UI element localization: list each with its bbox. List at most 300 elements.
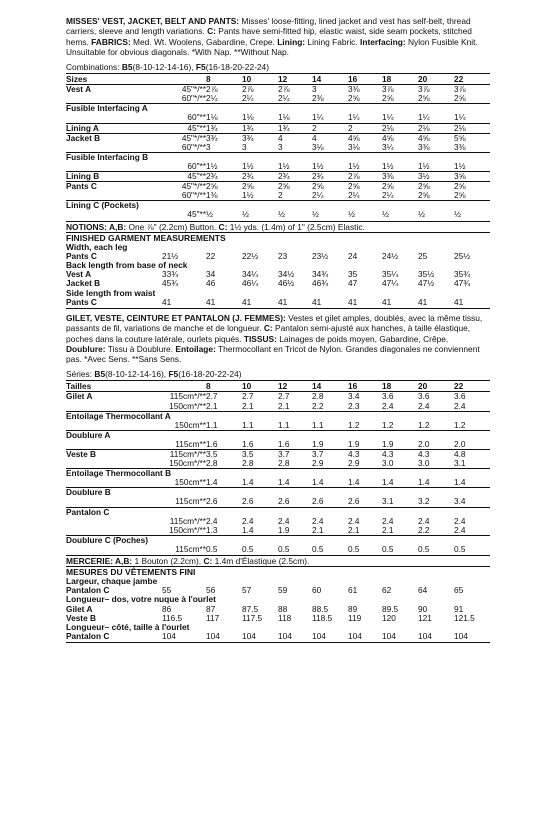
- measurement-label: Pantalon C: [66, 631, 110, 642]
- row-label: [66, 162, 162, 172]
- size-header-cell: 16: [348, 74, 382, 85]
- yardage-cell: 4⅝: [348, 133, 382, 143]
- row-label: Doublure A: [66, 430, 490, 440]
- text-run: C:: [218, 221, 228, 232]
- sizes-label: Sizes: [66, 74, 206, 85]
- measurement-cell: 104: [242, 631, 256, 642]
- yardage-cell: 1.4: [312, 478, 324, 488]
- yardage-row: [66, 85, 490, 95]
- text-run: B5: [121, 62, 133, 73]
- yardage-cell: 2.4: [454, 525, 466, 535]
- yardage-cell: 2.6: [242, 497, 254, 507]
- row-label: Veste B: [66, 449, 162, 459]
- row-label: Entoilage Thermocollant A: [66, 411, 490, 421]
- yardage-cell: 1.4: [242, 525, 254, 535]
- text-run: Tissu à Doublure.: [105, 343, 176, 354]
- yardage-cell: 1½: [382, 161, 394, 171]
- size-header-cell: 18: [382, 381, 418, 392]
- fabric-width: 150cm**: [174, 478, 206, 488]
- yardage-row: [66, 526, 490, 536]
- yardage-row: [66, 478, 490, 488]
- yardage-cell: 2.1: [278, 401, 290, 411]
- yardage-cell: 2¾: [242, 172, 278, 182]
- yardage-cell: 1¾: [242, 123, 278, 133]
- finished-measurements-fr: [66, 567, 490, 643]
- measurement-cell: 47: [348, 278, 358, 289]
- measurement-row: [66, 298, 490, 307]
- yardage-cell: 2.6: [278, 497, 290, 507]
- row-label: [66, 191, 162, 201]
- yardage-cell: 2.4: [206, 516, 218, 526]
- yardage-row: [66, 113, 490, 123]
- pattern-envelope-back: [66, 16, 490, 643]
- yardage-cell: 1⅛: [206, 113, 218, 123]
- yardage-cell: 1½: [312, 161, 324, 171]
- yardage-cell: 1⅛: [242, 113, 254, 123]
- yardage-cell: 2.1: [382, 525, 394, 535]
- yardage-row: [66, 182, 490, 192]
- measurement-cell: 88: [278, 603, 288, 614]
- measurement-label: Vest A: [66, 269, 92, 280]
- row-label: [66, 421, 162, 431]
- size-header-cell: 16: [348, 381, 382, 392]
- row-label: Fusible Interfacing A: [66, 104, 490, 114]
- yardage-cell: 1¼: [454, 113, 466, 123]
- yardage-cell: 1.1: [206, 420, 218, 430]
- text-run: TISSUS:: [243, 333, 277, 344]
- yardage-cell: 2⅞: [278, 85, 312, 95]
- measurement-cell: 41: [418, 296, 428, 307]
- yardage-table-en: [66, 73, 490, 219]
- measurement-cell: 41: [162, 296, 172, 307]
- yardage-cell: 1½: [242, 191, 254, 201]
- measurement-cell: 117: [206, 612, 220, 623]
- yardage-cell: 3⅜: [382, 172, 418, 182]
- yardage-cell: 1½: [454, 161, 466, 171]
- measurement-subheading: Side length from waist: [66, 287, 156, 298]
- text-run: Entoilage:: [175, 343, 216, 354]
- yardage-cell: 3: [312, 85, 348, 95]
- measurement-cell: 88.5: [312, 603, 329, 614]
- yardage-cell: 2.8: [312, 392, 348, 402]
- measurement-label: Gilet A: [66, 603, 93, 614]
- fabric-width: 45"*/**: [162, 85, 206, 95]
- yardage-cell: 3⅞: [382, 85, 418, 95]
- text-run: Lainages de poids moyen, Gabardine, Crêpe.: [276, 333, 449, 344]
- yardage-cell: 3¾: [206, 133, 242, 143]
- yardage-cell: 3¼: [382, 142, 394, 152]
- fabric-width: 115cm*/**: [162, 449, 206, 459]
- yardage-cell: 1.3: [206, 525, 218, 535]
- yardage-row: [66, 143, 490, 153]
- size-header-cell: 10: [242, 74, 278, 85]
- text-run: B5: [94, 369, 106, 380]
- yardage-cell: 2.4: [454, 516, 466, 526]
- row-label: Vest A: [66, 85, 162, 95]
- finished-measurements-en: [66, 233, 490, 309]
- yardage-row: [66, 411, 490, 421]
- measurement-cell: 86: [162, 603, 172, 614]
- measurement-label: Pants C: [66, 250, 97, 261]
- measurement-cell: 61: [348, 585, 358, 596]
- yardage-row: [66, 497, 490, 507]
- text-run: (8-10-12-14-16),: [105, 369, 169, 380]
- yardage-cell: 2⅝: [206, 182, 242, 192]
- yardage-cell: 1.4: [242, 478, 254, 488]
- measurement-subheading: Width, each leg: [66, 241, 128, 252]
- yardage-row: [66, 162, 490, 172]
- yardage-cell: 3.6: [382, 392, 418, 402]
- measurement-cell: 60: [312, 585, 322, 596]
- yardage-cell: 2⅝: [454, 94, 466, 104]
- yardage-cell: 2.0: [454, 439, 466, 449]
- yardage-row: [66, 210, 490, 219]
- yardage-cell: 3.5: [242, 449, 278, 459]
- yardage-cell: 1¾: [278, 123, 312, 133]
- measurement-cell: 90: [418, 603, 428, 614]
- measurement-cell: 87.5: [242, 603, 259, 614]
- measurement-cell: 104: [162, 631, 176, 642]
- yardage-cell: 0.5: [382, 544, 394, 554]
- yardage-cell: 2⅞: [242, 85, 278, 95]
- measurement-cell: 23: [278, 250, 288, 261]
- yardage-row: [66, 133, 490, 143]
- yardage-row: [66, 152, 490, 162]
- yardage-cell: 2⅜: [312, 94, 324, 104]
- yardage-row: [66, 449, 490, 459]
- yardage-cell: 2⅝: [454, 191, 466, 201]
- text-run: Séries:: [66, 369, 95, 380]
- yardage-cell: 2.9: [348, 459, 360, 469]
- yardage-row: [66, 430, 490, 440]
- measurement-cell: 89.5: [382, 603, 399, 614]
- measurement-cell: 65: [454, 585, 464, 596]
- text-run: Thermocollant en Tricot de Nylon. Grandes diagonales ne conviennent pas. *Avec Sens. **Sans Sens.: [66, 343, 480, 365]
- text-run: Lining:: [277, 36, 306, 47]
- measurement-cell: 89: [348, 603, 358, 614]
- row-label: [66, 497, 162, 507]
- yardage-cell: 2.8: [206, 459, 218, 469]
- yardage-cell: 1⅛: [278, 113, 290, 123]
- row-label: [66, 459, 162, 469]
- text-run: One ⅞" (2.2cm) Button.: [126, 221, 219, 232]
- combinations-fr: [66, 369, 490, 379]
- yardage-row: [66, 545, 490, 554]
- measurement-cell: 104: [278, 631, 292, 642]
- measurement-cell: 104: [348, 631, 362, 642]
- measurement-subheading: Back length from base of neck: [66, 259, 188, 270]
- measurement-cell: 62: [382, 585, 392, 596]
- measurement-cell: 104: [312, 631, 326, 642]
- size-header-cell: 14: [312, 381, 348, 392]
- yardage-cell: 1.4: [454, 478, 466, 488]
- row-label: [66, 402, 162, 412]
- measurement-cell: 121: [418, 612, 432, 623]
- text-run: Med. Wt. Woolens, Gabardine, Crepe.: [130, 36, 278, 47]
- text-run: C:: [263, 323, 273, 334]
- yardage-cell: 1.6: [278, 439, 290, 449]
- yardage-cell: 2.7: [206, 392, 242, 402]
- yardage-cell: 1.4: [206, 478, 218, 488]
- measurement-cell: 45¾: [162, 278, 179, 289]
- yardage-cell: 1.2: [382, 420, 394, 430]
- measurement-cell: 25: [418, 250, 428, 261]
- yardage-cell: 2¾: [278, 172, 312, 182]
- yardage-cell: 3.2: [418, 497, 430, 507]
- yardage-cell: 2.4: [382, 516, 394, 526]
- fabric-width: 115cm*/**: [162, 392, 206, 402]
- yardage-cell: 2.0: [418, 439, 430, 449]
- yardage-cell: 2⅞: [206, 85, 242, 95]
- yardage-row: [66, 421, 490, 431]
- yardage-cell: 2⅛: [382, 123, 418, 133]
- measurement-subheading: Longueur– côté, taille à l'ourlet: [66, 622, 190, 633]
- yardage-cell: 2.4: [278, 516, 290, 526]
- yardage-cell: 1.2: [454, 420, 466, 430]
- measurement-cell: 47½: [418, 278, 435, 289]
- text-run: FABRICS:: [91, 36, 131, 47]
- yardage-cell: 1¼: [312, 113, 324, 123]
- size-header-cell: 22: [454, 74, 490, 85]
- text-run: F5: [195, 62, 206, 73]
- measurement-table: [66, 298, 490, 307]
- yardage-cell: 2.6: [312, 497, 324, 507]
- yardage-row: [66, 123, 490, 133]
- yardage-cell: 2⅝: [242, 182, 278, 192]
- yardage-cell: 2.4: [312, 516, 324, 526]
- text-run: Combinations:: [66, 62, 122, 73]
- measurement-cell: 104: [382, 631, 396, 642]
- measurement-cell: 59: [278, 585, 288, 596]
- yardage-cell: 3.7: [312, 449, 348, 459]
- yardage-cell: ½: [382, 210, 389, 220]
- yardage-cell: 3⅞: [454, 85, 490, 95]
- yardage-cell: 1½: [242, 161, 254, 171]
- measurement-cell: 35: [348, 269, 358, 280]
- yardage-cell: 4⅝: [418, 133, 454, 143]
- yardage-cell: 1¾: [206, 123, 242, 133]
- yardage-cell: 4.3: [382, 449, 418, 459]
- row-label: [66, 440, 162, 450]
- yardage-cell: 1½: [348, 161, 360, 171]
- yardage-cell: 2⅝: [418, 182, 454, 192]
- yardage-cell: 4.3: [418, 449, 454, 459]
- yardage-cell: 3.6: [418, 392, 454, 402]
- yardage-cell: 2.2: [418, 525, 430, 535]
- yardage-cell: 4: [312, 133, 348, 143]
- measurement-cell: 34: [206, 269, 216, 280]
- yardage-cell: 0.5: [418, 544, 430, 554]
- yardage-cell: 2⅝: [348, 182, 382, 192]
- row-label: Jacket B: [66, 133, 162, 143]
- yardage-cell: 1.2: [348, 420, 360, 430]
- measurement-cell: 91: [454, 603, 464, 614]
- size-header-row: [66, 74, 490, 85]
- size-header-cell: 12: [278, 74, 312, 85]
- fabric-width: 45"**: [162, 123, 206, 133]
- yardage-cell: 1.6: [206, 439, 218, 449]
- measurement-cell: 34¼: [242, 269, 259, 280]
- yardage-cell: 1.1: [278, 420, 290, 430]
- yardage-cell: 3¾: [242, 133, 278, 143]
- size-header-cell: 8: [206, 381, 242, 392]
- sizes-label: Tailles: [66, 381, 206, 392]
- measurement-cell: 47¼: [382, 278, 399, 289]
- yardage-cell: 4⅝: [382, 133, 418, 143]
- row-label: Doublure C (Poches): [66, 535, 490, 545]
- notions-fr: [66, 555, 490, 567]
- measurement-cell: 47¾: [454, 278, 471, 289]
- yardage-cell: 1.4: [278, 478, 290, 488]
- yardage-cell: 3½: [418, 172, 454, 182]
- measurement-table: [66, 632, 490, 641]
- yardage-cell: 2: [312, 123, 348, 133]
- yardage-cell: 1.1: [312, 420, 324, 430]
- text-run: Lining Fabric.: [305, 36, 361, 47]
- measurement-cell: 46¼: [242, 278, 259, 289]
- yardage-cell: 3⅛: [312, 142, 324, 152]
- row-label: [66, 94, 162, 104]
- size-header-cell: 20: [418, 74, 454, 85]
- description-en: [66, 16, 490, 57]
- yardage-cell: ½: [312, 210, 319, 220]
- measurement-cell: 104: [206, 631, 220, 642]
- fabric-width: 60"**: [187, 113, 206, 123]
- measurement-cell: 34¾: [312, 269, 329, 280]
- yardage-row: [66, 104, 490, 114]
- yardage-row: [66, 172, 490, 182]
- yardage-cell: 3: [206, 142, 211, 152]
- yardage-cell: 0.5: [278, 544, 290, 554]
- yardage-cell: 1½: [206, 161, 218, 171]
- row-label: [66, 478, 162, 488]
- measurement-label: Veste B: [66, 612, 96, 623]
- text-run: Vestes et gilet amples, doublés, avec la même tissu, passants de fil, variations de manche et de longueur.: [66, 312, 483, 334]
- text-run: NOTIONS: A,B:: [66, 221, 127, 232]
- measurement-cell: 33¾: [162, 269, 179, 280]
- yardage-cell: 1.4: [418, 478, 430, 488]
- finished-measurements-title: FINISHED GARMENT MEASUREMENTS: [66, 232, 226, 243]
- measurement-cell: 24: [348, 250, 358, 261]
- yardage-cell: 3⅜: [418, 142, 430, 152]
- yardage-cell: 1.4: [382, 478, 394, 488]
- yardage-row: [66, 191, 490, 201]
- text-run: 1½ yds. (1.4m) of 1" (2.5cm) Elastic.: [227, 221, 365, 232]
- yardage-cell: 1.9: [278, 525, 290, 535]
- yardage-cell: ½: [242, 210, 249, 220]
- fabric-width: 60"*/**: [181, 142, 206, 152]
- size-header-cell: 12: [278, 381, 312, 392]
- yardage-cell: 2: [348, 123, 382, 133]
- yardage-cell: 0.5: [242, 544, 254, 554]
- row-label: [66, 210, 162, 219]
- yardage-cell: 2⅝: [348, 94, 360, 104]
- yardage-cell: 2⅝: [382, 94, 394, 104]
- yardage-cell: 2.7: [242, 392, 278, 402]
- measurement-cell: 118: [278, 612, 292, 623]
- measurement-cell: 87: [206, 603, 216, 614]
- yardage-cell: ½: [454, 210, 461, 220]
- yardage-cell: 1¼: [348, 113, 360, 123]
- yardage-cell: 1½: [278, 161, 290, 171]
- yardage-row: [66, 392, 490, 402]
- fabric-width: 45"**: [187, 210, 206, 220]
- yardage-cell: 2⅝: [312, 182, 348, 192]
- measurement-cell: 35½: [418, 269, 435, 280]
- measurement-cell: 118.5: [312, 612, 333, 623]
- yardage-cell: 3.0: [418, 459, 430, 469]
- row-label: [66, 526, 162, 536]
- measurement-cell: 41: [278, 296, 288, 307]
- yardage-cell: 2.1: [206, 401, 218, 411]
- yardage-cell: 2¼: [382, 191, 394, 201]
- yardage-cell: 2.7: [278, 392, 312, 402]
- yardage-cell: 1.9: [348, 439, 360, 449]
- measurement-cell: 35¼: [382, 269, 399, 280]
- row-label: [66, 113, 162, 123]
- combinations-en: [66, 62, 490, 72]
- yardage-row: [66, 469, 490, 479]
- fabric-width: 45"*/**: [162, 133, 206, 143]
- yardage-cell: 3.0: [382, 459, 394, 469]
- fabric-width: 150cm*/**: [169, 459, 206, 469]
- text-run: (16-18-20-22-24): [178, 369, 242, 380]
- yardage-cell: 2⅛: [418, 123, 454, 133]
- finished-measurements-title: MESURES DU VÊTEMENTS FINI: [66, 567, 196, 577]
- text-run: C:: [203, 556, 213, 566]
- measurement-cell: 21½: [162, 250, 179, 261]
- yardage-cell: 2.8: [278, 459, 290, 469]
- text-run: Pants have semi-fitted hip, elastic waist, side seam pockets, stitched hems.: [66, 26, 472, 47]
- measurement-cell: 56: [206, 585, 216, 596]
- size-header-cell: 14: [312, 74, 348, 85]
- yardage-cell: 0.5: [206, 544, 218, 554]
- yardage-cell: 3: [242, 142, 247, 152]
- row-label: Lining A: [66, 123, 162, 133]
- yardage-cell: 2⅝: [454, 182, 490, 192]
- yardage-cell: 1⅜: [206, 191, 218, 201]
- size-header-cell: 22: [454, 381, 490, 392]
- yardage-cell: 2⅝: [382, 182, 418, 192]
- yardage-cell: 2.6: [348, 497, 360, 507]
- measurement-label: Pants C: [66, 296, 97, 307]
- row-label: Fusible Interfacing B: [66, 152, 490, 162]
- row-label: [66, 517, 162, 526]
- yardage-cell: 2⅝: [418, 191, 430, 201]
- measurement-cell: 35¾: [454, 269, 471, 280]
- yardage-cell: 1¼: [418, 113, 430, 123]
- yardage-cell: 4.3: [348, 449, 382, 459]
- yardage-cell: ½: [206, 210, 213, 220]
- yardage-cell: 1¼: [382, 113, 394, 123]
- text-run: Interfacing:: [360, 36, 406, 47]
- row-label: [66, 143, 162, 153]
- fabric-width: 45"*/**: [162, 182, 206, 192]
- measurement-cell: 41: [454, 296, 464, 307]
- yardage-row: [66, 440, 490, 450]
- yardage-cell: 4: [278, 133, 312, 143]
- yardage-cell: 3⅜: [348, 85, 382, 95]
- measurement-cell: 121.5: [454, 612, 475, 623]
- measurement-table: [66, 270, 490, 288]
- yardage-cell: 1.2: [418, 420, 430, 430]
- yardage-cell: 2¾: [206, 172, 242, 182]
- yardage-cell: 2¼: [348, 191, 360, 201]
- yardage-cell: 2.3: [348, 401, 360, 411]
- description-fr: [66, 313, 490, 364]
- measurement-subheading: Largeur, chaque jambe: [66, 576, 158, 586]
- text-run: C:: [207, 26, 216, 37]
